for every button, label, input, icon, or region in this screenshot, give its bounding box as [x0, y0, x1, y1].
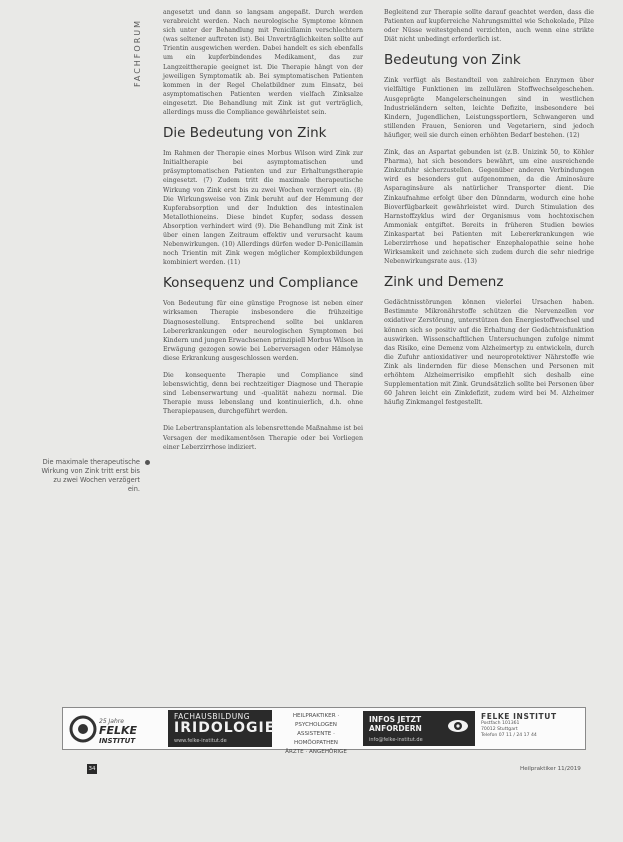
section-tag: FACHFORUM	[133, 19, 142, 88]
paragraph-demenz: Gedächtnisstörungen können vielerlei Ursachen haben. Bestimmte Mikronährstoffe schützen die Nervenzellen vor oxidativer Zerstörung, unterstützen den Energiestoffwechsel und können sich so positiv auf die Erhaltung der Gedächtnisfunktion auswirken. Wissenschaftlichen Untersuchungen zufolge nimmt das Risiko, eine Demenz vom Alzheimertyp zu entwickeln, durch die Zufuhr antioxidativer und neuroprotektiver Nährstoffe wie Zink als lindernden für diese Menschen und Personen mit erhöhtem Alzheimerrisiko empfiehlt sich deshalb eine Supplementation mit Zink. Grundsätzlich sollte bei Personen über 60 Jahren leicht ein Zinkdefizit, zudem wird bei M. Alzheimer häufig Zinkmangel festgestellt.	[384, 299, 594, 407]
course-label: FACHAUSBILDUNG	[174, 712, 251, 721]
logo-name-text: FELKE	[99, 724, 138, 737]
course-title: IRIDOLOGIE	[174, 720, 276, 736]
eye-icon	[447, 719, 469, 733]
logo-sub-text: INSTITUT	[99, 737, 136, 745]
pull-quote: Die maximale therapeutische Wirkung von Zink tritt erst bis zu zwei Wochen verzögert ein.	[41, 458, 140, 493]
heading-bedeutung: Die Bedeutung von Zink	[163, 125, 327, 142]
paragraph-konsequenz-3: Die Lebertransplantation als lebensrettende Maßnahme ist bei Versagen der medikamentösen Therapie oder bei Vorliegen einer Leberzirrhose indiziert.	[163, 425, 363, 451]
institute-phone: Telefon 07 11 / 24 17 44	[481, 733, 537, 739]
institute-name: FELKE INSTITUT	[481, 712, 557, 721]
cta-email-link[interactable]: info@felke-institut.de	[369, 737, 423, 743]
advertisement-banner[interactable]	[62, 707, 586, 755]
institute-address-1: Postfach 101361	[481, 721, 520, 726]
institute-address-2: 70012 Stuttgart	[481, 727, 518, 733]
paragraph-zink-1: Zink verfügt als Bestandteil von zahlreichen Enzymen über vielfältige Funktionen im zellulären Stoffwechselgeschehen. Ausgeprägte Mangelerscheinungen sind in westlichen Industrieländern selten, leichte Defizite, insbesondere bei Kindern, Jugendlichen, Leistungssportlern, Schwangeren und stillenden Frauen, Senioren und Vegetariern, sind jedoch häufiger, weil sie durch einen erhöhten Bedarf bestehen. (12)	[384, 77, 594, 139]
felke-logo	[69, 712, 165, 746]
paragraph-konsequenz-2: Die konsequente Therapie und Compliance sind lebenswichtig, denn bei rechtzeitiger Diagnose und Therapie sind Lebenserwartung und -qualität nahezu normal. Die Therapie muss lebenslang und kontinuierlich, d.h. ohne Therapiepausen, durchgeführt werden.	[163, 372, 363, 416]
info-request-button[interactable]	[363, 711, 475, 746]
cta-line-1: INFOS JETZT	[369, 715, 422, 724]
cta-text	[369, 715, 422, 733]
audience-line-2: ASSISTENTE · HOMÖOPATHEN	[294, 731, 338, 746]
course-block[interactable]	[168, 710, 276, 747]
paragraph-bedeutung: Im Rahmen der Therapie eines Morbus Wilson wird Zink zur Initialtherapie bei asymptomatischen und präsymptomatischen Patienten und zur Erhaltungstherapie eingesetzt. (7) Zudem tritt die maximale therapeutische Wirkung von Zink erst bis zu zwei Wochen verzögert ein. (8) Die Wirkungsweise von Zink beruht auf der Hemmung der Kupferabsorption und der Induktion des intestinalen Metallothioneins. Diese bindet Kupfer, sodass dessen Absorption verhindert wird (9). Die Behandlung mit Zink ist über einen langen Zeitraum effektiv und verursacht kaum Nebenwirkungen. (10) Allerdings dürfen weder D-Penicillamin noch Trientin mit Zink wegen möglicher Komplexbildungen kombiniert werden. (11)	[163, 150, 363, 267]
page-number: 34	[88, 766, 96, 772]
logo-top-text: 25 Jahre	[99, 718, 124, 725]
paragraph-zink-2: Zink, das an Aspartat gebunden ist (z.B. Unizink 50, to Köhler Pharma), hat sich besonders bewährt, um eine ausreichende Zinkzufuhr sicherzustellen. Gegenüber anderen Verbindungen wird es besonders gut aufgenommen, da die Aminosäure Asparaginsäure als natürlicher Transporter dient. Die Zinkaufnahme erfolgt über den Dünndarm, wodurch eine hohe Bioverfügbarkeit gewährleistet wird. Durch Stimulation des Harnstoffzyklus wird der Organismus vom hochtoxischen Ammoniak entgiftet. Bereits in früheren Studien bewies Zinkaspartat bei Patienten mit Lebererkrankungen wie Leberzirrhose und hepatischer Enzephalopathie seine hohe Wirksamkeit und zeichnete sich zudem durch die sehr niedrige Nebenwirkungsrate aus. (13)	[384, 149, 594, 266]
footer-issue: Heilpraktiker 11/2019	[520, 766, 581, 772]
column-left	[163, 8, 363, 460]
audience-line-1: HEILPRAKTIKER · PSYCHOLOGEN	[292, 713, 340, 728]
heading-konsequenz: Konsequenz und Compliance	[163, 275, 359, 292]
heading-zink: Bedeutung von Zink	[384, 52, 521, 69]
course-url-link[interactable]: www.felke-institut.de	[174, 738, 227, 744]
cta-line-2: ANFORDERN	[369, 724, 422, 733]
paragraph-intro: angesetzt und dann so langsam angepaßt. Durch werden verabreicht werden. Nach neurologische Symptome können sich unter der Behandlung mit Penicillamin verschlechtern (was seltener auftreten ist). Bei Unverträglichkeiten sollte auf Trientin ausgewichen werden. Dabei handelt es sich ebenfalls um ein kupferbindendes Medikament, das zur Langzeittherapie geeignet ist. Die Therapie hängt von der jeweiligen Symptomatik ab. Bei symptomatischen Patienten kommen in der Regel Chelatbildner zum Einsatz, bei asymptomatischen Patienten werden vielfach Zinksalze eingesetzt. Die Behandlung mit Zink ist gut verträglich, allerdings muss die Compliance gewährleistet sein.	[163, 9, 363, 117]
paragraph-konsequenz-1: Von Bedeutung für eine günstige Prognose ist neben einer wirksamen Therapie insbesondere die frühzeitige Diagnosestellung. Entsprechend sollte bei unklaren Lebererkrankungen oder neurologischen Symptomen bei Kindern und jungen Erwachsenen prinzipiell Morbus Wilson in Erwägung gezogen sowie bei Leberversagen oder Hämolyse diese Erkrankung ausgeschlossen werden.	[163, 300, 363, 362]
column-right	[384, 8, 594, 415]
institute-contact	[481, 712, 585, 740]
pull-quote-bullet	[145, 460, 150, 465]
audience-line-3: ÄRZTE · ANGEHÖRIGE	[285, 749, 347, 755]
audience-block	[275, 712, 357, 757]
heading-demenz: Zink und Demenz	[384, 274, 504, 291]
paragraph-top: Begleitend zur Therapie sollte darauf geachtet werden, dass die Patienten auf kupferreiche Nahrungsmittel wie Schokolade, Pilze oder Nüsse weitestgehend verzichten, auch wenn eine strikte Diät nicht unbedingt erforderlich ist.	[384, 9, 594, 44]
